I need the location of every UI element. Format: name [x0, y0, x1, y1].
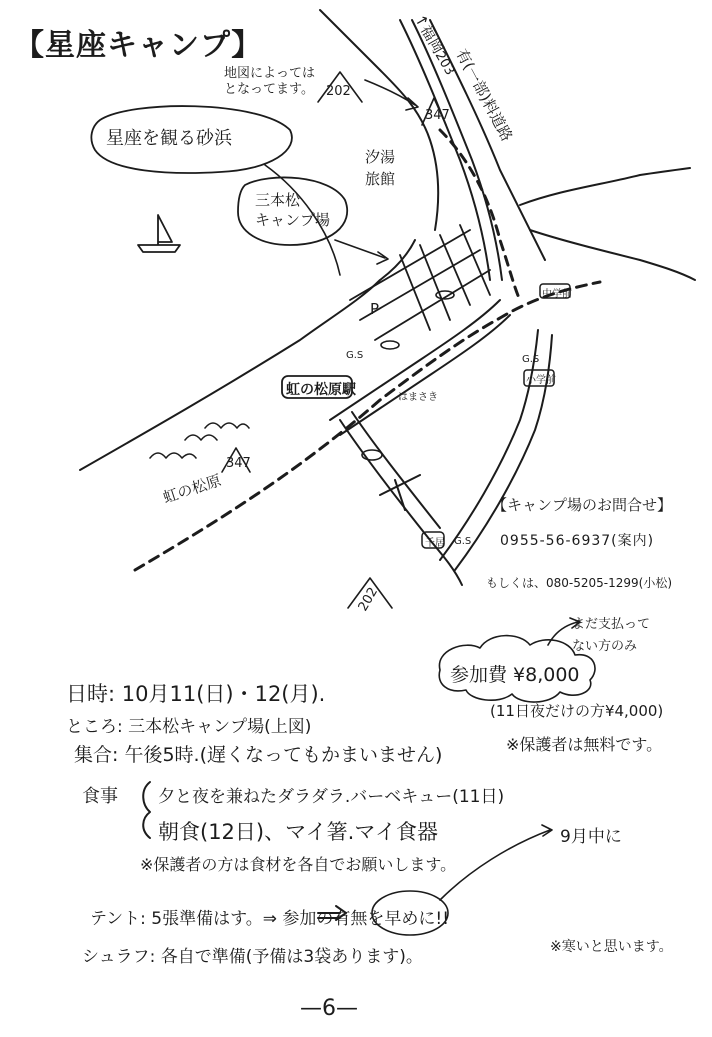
meal-note: ※保護者の方は食材を各自でお願いします。 [140, 855, 457, 874]
map-note: 地図によっては となってます。 [224, 66, 316, 97]
coast-east [520, 168, 690, 205]
coast-east-2 [530, 230, 695, 280]
fee-guardian: ※保護者は無料です。 [506, 735, 663, 754]
contact-phone-2: もしくは、080-5205-1299(小松) [486, 576, 673, 590]
nijinomatsubara-label: 虹の松原 [160, 471, 224, 507]
sleeping-bag-info: シュラフ: 各自で準備(予備は3袋あります)。 [82, 947, 423, 967]
event-place: ところ: 三本松キャンプ場(上図) [66, 717, 312, 737]
route-203-label: 203 [431, 48, 458, 79]
tent-deadline-note: 9月中に [560, 827, 622, 847]
gs-label-3: G.S [454, 536, 472, 547]
sleeping-bag-note: ※寒いと思います。 [550, 939, 673, 955]
inn-label: 汐湯 旅館 [365, 148, 396, 188]
camp-arrow [377, 252, 388, 264]
meal-brace [143, 782, 150, 838]
campground-label: 三本松 キャンプ場 [255, 191, 331, 229]
note-arrow [365, 80, 418, 110]
junior-high-label: 中学前 [542, 289, 572, 300]
sailboat-icon [138, 215, 180, 252]
fee-annotation: まだ支払って ない方のみ [572, 617, 651, 654]
route-202-top-label: 202 [326, 84, 351, 99]
page-title: 【星座キャンプ】 [14, 28, 263, 63]
chitose-label: 千居 [425, 538, 445, 549]
signal-2 [381, 341, 399, 349]
cross-road [380, 475, 420, 510]
fukuoka-label: ↑福岡 [410, 11, 448, 57]
coast-road-b [340, 315, 510, 435]
meal-breakfast: 朝食(12日)、マイ箸.マイ食器 [158, 820, 438, 844]
gs-label-1: G.S [522, 354, 540, 365]
contact-heading: 【キャンプ場のお問合せ】 [492, 496, 673, 514]
hamasaki-label: はまさき [398, 392, 438, 403]
route-202-bottom-label: 202 [355, 584, 382, 615]
stargazing-beach-label: 星座を観る砂浜 [106, 128, 232, 149]
camp-pointer [335, 240, 385, 258]
page-number: —6— [300, 996, 358, 1021]
contact-phone-1: 0955-56-6937(案内) [500, 533, 655, 549]
railway-north [440, 130, 520, 300]
meal-dinner: 夕と夜を兼ねたダラダラ.バーベキュー(11日) [158, 787, 505, 807]
road-202-south-a [340, 420, 462, 585]
route-347-bottom-label: 347 [226, 456, 251, 471]
parking-label: P [370, 300, 380, 318]
fee-evening-only: (11日夜だけの方¥4,000) [490, 702, 664, 720]
road-202-south-b [352, 412, 440, 528]
elementary-label: 小学前 [526, 375, 556, 386]
meeting-time: 集合: 午後5時.(遅くなってもかまいません) [74, 744, 443, 766]
town-grid [350, 225, 490, 340]
route-347-top-label: 347 [425, 108, 450, 123]
fee-main: 参加費 ¥8,000 [450, 664, 580, 686]
tent-pointer [440, 825, 552, 900]
event-date: 日時: 10月11(日)・12(月). [66, 682, 326, 706]
station-label: 虹の松原駅 [286, 382, 356, 398]
tent-info: テント: 5張準備はす。⇒ 参加の有無を早めに!! [90, 909, 450, 929]
river-north [320, 10, 438, 230]
coastline [80, 240, 415, 470]
meal-label: 食事 [82, 786, 118, 807]
railway-line [135, 282, 600, 570]
gs-label-2: G.S [346, 350, 364, 361]
toll-road-label: 有(一部)料道路 [452, 45, 516, 145]
